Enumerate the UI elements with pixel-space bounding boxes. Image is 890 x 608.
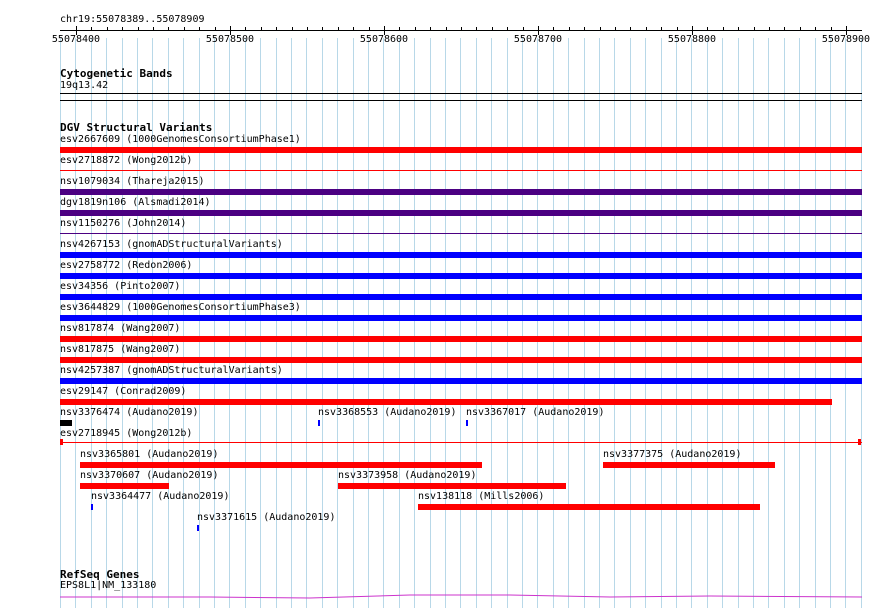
variant-bar[interactable] xyxy=(60,420,72,426)
variant-label[interactable]: nsv4267153 (gnomADStructuralVariants) xyxy=(60,239,283,250)
variant-bar[interactable] xyxy=(80,462,482,468)
variant-bar[interactable] xyxy=(603,462,775,468)
variant-label[interactable]: nsv817874 (Wang2007) xyxy=(60,323,181,334)
variant-bar[interactable] xyxy=(418,504,760,510)
ruler-tick-label: 55078500 xyxy=(205,34,255,45)
variant-label[interactable]: esv3644829 (1000GenomesConsortiumPhase3) xyxy=(60,302,301,313)
variant-bar-start-cap xyxy=(60,439,63,445)
variant-bar[interactable] xyxy=(338,483,566,489)
variant-label[interactable]: nsv3367017 (Audano2019) xyxy=(466,407,605,418)
variant-label[interactable]: nsv1079034 (Thareja2015) xyxy=(60,176,205,187)
variant-label[interactable]: esv2718872 (Wong2012b) xyxy=(60,155,193,166)
cytoband-track-title: Cytogenetic Bands xyxy=(60,67,173,80)
variant-label[interactable]: esv2758772 (Redon2006) xyxy=(60,260,193,271)
ruler-tick-label: 55078900 xyxy=(821,34,871,45)
ruler-tick-label: 55078800 xyxy=(667,34,717,45)
variant-bar[interactable] xyxy=(60,210,862,216)
variant-label[interactable]: nsv3364477 (Audano2019) xyxy=(91,491,230,502)
variant-label[interactable]: nsv3370607 (Audano2019) xyxy=(80,470,219,481)
variant-label[interactable]: nsv3371615 (Audano2019) xyxy=(197,512,336,523)
variant-label[interactable]: dgv1819n106 (Alsmadi2014) xyxy=(60,197,211,208)
variant-label[interactable]: nsv4257387 (gnomADStructuralVariants) xyxy=(60,365,283,376)
variant-bar[interactable] xyxy=(60,273,862,279)
variant-bar[interactable] xyxy=(60,315,862,321)
variant-bar[interactable] xyxy=(60,252,862,258)
variant-label[interactable]: nsv1150276 (John2014) xyxy=(60,218,187,229)
variant-label[interactable]: esv2667609 (1000GenomesConsortiumPhase1) xyxy=(60,134,301,145)
variant-label[interactable]: nsv3373958 (Audano2019) xyxy=(338,470,477,481)
variant-bar[interactable] xyxy=(80,483,169,489)
ruler-tick-label: 55078600 xyxy=(359,34,409,45)
variant-label[interactable]: nsv138118 (Mills2006) xyxy=(418,491,545,502)
cytoband-label: 19q13.42 xyxy=(60,80,109,91)
variant-label[interactable]: nsv3368553 (Audano2019) xyxy=(318,407,457,418)
variant-label[interactable]: esv2718945 (Wong2012b) xyxy=(60,428,193,439)
variant-label[interactable]: nsv3377375 (Audano2019) xyxy=(603,449,742,460)
variant-bar[interactable] xyxy=(60,399,832,405)
gene-label[interactable]: EPS8L1|NM_133180 xyxy=(60,580,157,591)
variant-bar[interactable] xyxy=(60,357,862,363)
variant-bar[interactable] xyxy=(60,233,862,234)
variant-bar[interactable] xyxy=(91,504,93,510)
dgv-track-title: DGV Structural Variants xyxy=(60,121,213,134)
location-label: chr19:55078389..55078909 xyxy=(60,14,205,25)
ruler-tick-label: 55078400 xyxy=(51,34,101,45)
variant-bar[interactable] xyxy=(197,525,199,531)
variant-bar[interactable] xyxy=(60,294,862,300)
variant-bar[interactable] xyxy=(60,147,862,153)
variant-bar-end-cap xyxy=(858,439,861,445)
variant-label[interactable]: nsv3376474 (Audano2019) xyxy=(60,407,199,418)
ruler-tick-label: 55078700 xyxy=(513,34,563,45)
variant-label[interactable]: esv34356 (Pinto2007) xyxy=(60,281,181,292)
variant-bar[interactable] xyxy=(60,336,862,342)
variant-label[interactable]: esv29147 (Conrad2009) xyxy=(60,386,187,397)
gene-intron-line xyxy=(60,595,862,598)
variant-bar[interactable] xyxy=(60,170,862,171)
variant-bar[interactable] xyxy=(60,442,862,443)
gene-model[interactable] xyxy=(60,592,862,602)
variant-bar[interactable] xyxy=(60,189,862,195)
variant-label[interactable]: nsv3365801 (Audano2019) xyxy=(80,449,219,460)
variant-label[interactable]: nsv817875 (Wang2007) xyxy=(60,344,181,355)
refseq-track-title: RefSeq Genes xyxy=(60,568,140,581)
variant-bar[interactable] xyxy=(60,378,862,384)
variant-bar[interactable] xyxy=(318,420,320,426)
variant-bar[interactable] xyxy=(466,420,468,426)
